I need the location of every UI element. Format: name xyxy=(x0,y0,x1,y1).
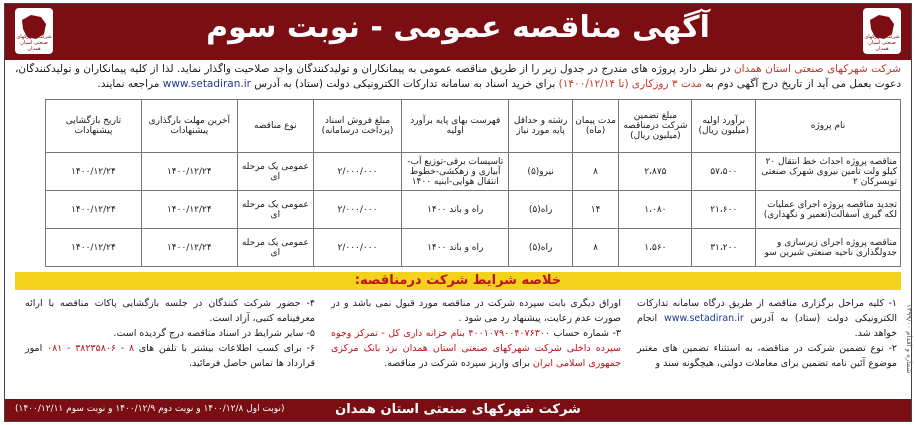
conditions-column-right xyxy=(637,296,897,371)
cell-field: راه(۵) xyxy=(509,229,572,267)
setad-link[interactable]: www.setadiran.ir xyxy=(162,78,251,90)
col-header: آخرین مهلت بارگذاری پیشنهادات xyxy=(141,100,237,153)
condition-1-end: انجام خواهد شد. xyxy=(637,313,897,339)
col-header: فهرست بهای پایه برآورد اولیه xyxy=(402,100,509,153)
cell-estimate: ۲۱،۶۰۰ xyxy=(692,191,756,229)
logo-caption: شرکت شهرکهای صنعتی استان همدان xyxy=(864,34,900,52)
condition-3: ۳- شماره حساب xyxy=(550,328,621,339)
cell-opening-date: ۱۴۰۰/۱۲/۲۴ xyxy=(46,229,142,267)
condition-1: ۱- کلیه مراحل برگزاری مناقصه از طریق درگاه سامانه تدارکات الکترونیکی دولت (ستاد) به آدرس xyxy=(637,298,898,324)
company-logo-left xyxy=(15,8,53,54)
cell-price-list: راه و باند ۱۴۰۰ xyxy=(402,229,509,267)
cell-upload-deadline: ۱۴۰۰/۱۲/۲۴ xyxy=(141,153,237,191)
side-note: شماره و اقدام ۱۳۹۹/۰۰ xyxy=(905,304,913,374)
table-row xyxy=(46,229,901,267)
condition-3-end: برای واریز سپرده شرکت در مناقصه. xyxy=(384,358,533,369)
phone-numbers: ۸ - ۳۸۲۳۵۸۰۶ - ۰۸۱ xyxy=(46,343,135,354)
tenders-table xyxy=(45,99,901,267)
cell-estimate: ۵۷،۵۰۰ xyxy=(692,153,756,191)
condition-6: ۶- برای کسب اطلاعات بیشتر با تلفن های xyxy=(134,343,315,354)
cell-price-list: تاسیسات برقی-توزیع آب-آبیاری و زهکشی-خطوط انتقال هوایی-ابنیه ۱۴۰۰ xyxy=(402,153,509,191)
table-row xyxy=(46,153,901,191)
col-header: مبلغ فروش اسناد (پرداخت درسامانه) xyxy=(313,100,401,153)
intro-text: در نظر دارد پروژه های مندرج در جدول زیر را از طریق مناقصه عمومی به پیمانکاران و تولیدکنندگان واجد صلاحیت واگذار نماید. لذا از کلیه پیمانکاران و تولیدکنندگان، دعوت بعمل می آید از تاریخ درج آگهی دوم به xyxy=(15,63,901,90)
cell-opening-date: ۱۴۰۰/۱۲/۲۴ xyxy=(46,191,142,229)
intro-company: شرکت شهرکهای صنعتی استان همدان xyxy=(733,63,901,75)
cell-duration: ۸ xyxy=(572,153,618,191)
cell-project-name: تجدید مناقصه پروژه اجرای عملیات لکه گیری آسفالت(تعمیر و نگهداری) xyxy=(756,191,901,229)
col-header: نوع مناقصه xyxy=(237,100,313,153)
col-header: مبلغ تضمین شرکت درمناقصه (میلیون ریال) xyxy=(619,100,692,153)
intro-text-2: برای خرید اسناد به سامانه تدارکات الکترونیکی دولت (ستاد) به آدرس xyxy=(250,78,559,90)
cell-upload-deadline: ۱۴۰۰/۱۲/۲۴ xyxy=(141,191,237,229)
cell-guarantee: ۱،۵۶۰ xyxy=(619,229,692,267)
conditions-column-middle xyxy=(331,296,621,371)
notice-title: آگهی مناقصه عمومی - نوبت سوم xyxy=(206,10,710,45)
conditions-column-left xyxy=(25,296,315,371)
condition-2-cont: اوراق دیگری بابت سپرده شرکت در مناقصه مورد قبول نمی باشد و در صورت عدم رعایت، پیشنهاد رد می شود . xyxy=(331,298,621,324)
account-number: ۴۰۰۱۰۷۹۰۰۴۰۷۶۳۰۰ بنام خزانه داری کل - تمرکز وجوه سپرده داخلی شرکت شهرکهای صنعتی استان همدان نزد بانک مرکزی جمهوری اسلامی ایران xyxy=(331,328,621,369)
cell-doc-price: ۲/۰۰۰/۰۰۰ xyxy=(313,153,401,191)
footer-company: شرکت شهرکهای صنعتی استان همدان xyxy=(335,402,581,417)
tender-notice xyxy=(4,3,912,422)
cell-guarantee: ۱،۰۸۰ xyxy=(619,191,692,229)
cell-project-name: مناقصه پروژه اجرای زیرسازی و جدولگذاری ناحیه صنعتی شیرین سو xyxy=(756,229,901,267)
intro-deadline: مدت ۳ روزکاری (تا ۱۴۰۰/۱۲/۱۴) xyxy=(558,78,702,90)
col-header: تاریخ بازگشایی پیشنهادات xyxy=(46,100,142,153)
col-header: نام پروژه xyxy=(756,100,901,153)
cell-duration: ۱۴ xyxy=(572,191,618,229)
condition-2: ۲- نوع تضمین شرکت در مناقصه، به استثناء تضمین های معتبر موضوع آئین نامه تضمین برای معاملات دولتی، هیچگونه سند و xyxy=(637,343,897,369)
col-header: رشته و حداقل پایه مورد نیاز xyxy=(509,100,572,153)
cell-guarantee: ۲،۸۷۵ xyxy=(619,153,692,191)
cell-doc-price: ۲/۰۰۰/۰۰۰ xyxy=(313,191,401,229)
cell-opening-date: ۱۴۰۰/۱۲/۲۴ xyxy=(46,153,142,191)
cell-price-list: راه و باند ۱۴۰۰ xyxy=(402,191,509,229)
logo-caption: شرکت شهرکهای صنعتی استان همدان xyxy=(16,34,52,52)
cell-tender-type: عمومی یک مرحله ای xyxy=(237,191,313,229)
cell-duration: ۸ xyxy=(572,229,618,267)
cell-doc-price: ۲/۰۰۰/۰۰۰ xyxy=(313,229,401,267)
col-header: برآورد اولیه (میلیون ریال) xyxy=(692,100,756,153)
cell-upload-deadline: ۱۴۰۰/۱۲/۲۴ xyxy=(141,229,237,267)
footer-banner xyxy=(5,399,911,421)
cell-tender-type: عمومی یک مرحله ای xyxy=(237,153,313,191)
intro-paragraph xyxy=(15,62,901,92)
condition-6-end: امور قرارداد ها تماس حاصل فرمائید. xyxy=(25,343,315,369)
condition-5: ۵- سایر شرایط در اسناد مناقصه درج گردیده است. xyxy=(113,328,315,339)
setad-link[interactable]: www.setadiran.ir xyxy=(663,313,744,324)
intro-text-3: مراجعه نمایند. xyxy=(97,78,163,90)
conditions-title: خلاصه شرایط شرکت درمناقصه: xyxy=(15,272,901,290)
col-header: مدت پیمان (ماه) xyxy=(572,100,618,153)
table-header-row xyxy=(46,100,901,153)
table-row xyxy=(46,191,901,229)
cell-project-name: مناقصه پروژه احداث خط انتقال ۲۰ کیلو ولت تامین نیروی شهرک صنعتی تویسرکان ۲ xyxy=(756,153,901,191)
publication-dates: (نوبت اول ۱۴۰۰/۱۲/۸ و نوبت دوم ۱۴۰۰/۱۲/۹ و نوبت سوم ۱۴۰۰/۱۲/۱۱) xyxy=(15,404,285,414)
cell-field: راه(۵) xyxy=(509,191,572,229)
header-banner xyxy=(5,4,911,60)
condition-4: ۴- حضور شرکت کنندگان در جلسه بازگشایی پاکات مناقصه با ارائه معرفینامه کتبی، آزاد است. xyxy=(25,298,315,324)
cell-estimate: ۳۱،۲۰۰ xyxy=(692,229,756,267)
cell-field: نیرو(۵) xyxy=(509,153,572,191)
cell-tender-type: عمومی یک مرحله ای xyxy=(237,229,313,267)
